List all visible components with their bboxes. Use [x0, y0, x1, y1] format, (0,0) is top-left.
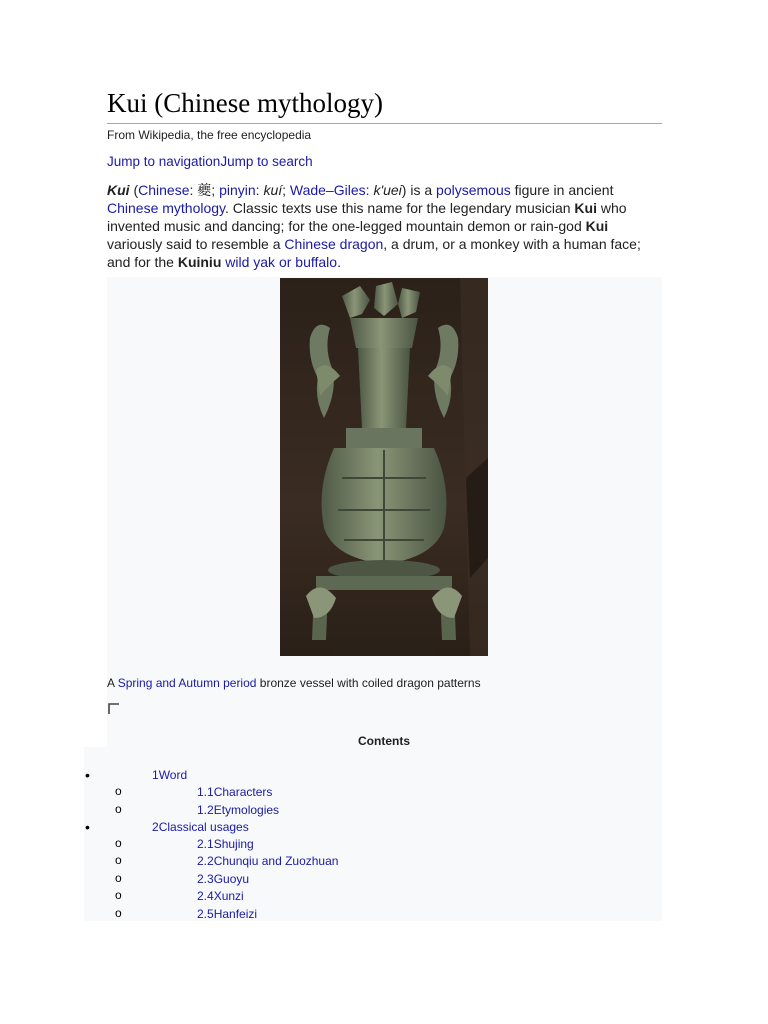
toc-item-number: 2.5 [197, 907, 214, 921]
hanzi-character: 夔 [197, 182, 212, 198]
kui-demon: Kui [585, 218, 609, 234]
toc-bullet-circle: o [115, 906, 122, 920]
toc-toggle-checkbox[interactable] [108, 703, 120, 715]
toc-item-number: 2 [152, 820, 159, 834]
toc-bullet-circle: o [115, 871, 122, 885]
toc-item-label: Chunqiu and Zuozhuan [213, 854, 339, 868]
toc-bullet-circle: o [115, 888, 122, 902]
polysemous-link[interactable]: polysemous [436, 182, 511, 198]
toc-item-number: 2.1 [197, 837, 214, 851]
toc-bullet-disc: • [85, 819, 90, 835]
toc-bullet-circle: o [115, 802, 122, 816]
toc-item[interactable] [152, 768, 187, 782]
lead-text: ) is a [401, 182, 437, 198]
pinyin-link[interactable]: pinyin [219, 182, 256, 198]
caption-text: A [107, 676, 118, 690]
page-title: Kui (Chinese mythology) [107, 88, 383, 118]
bronze-vessel-image[interactable] [280, 278, 488, 656]
chinese-dragon-link[interactable]: Chinese dragon [284, 236, 384, 252]
toc-item-label: Guoyu [213, 872, 250, 886]
toc-item-number: 2.2 [197, 854, 214, 868]
toc-item-number: 2.4 [197, 889, 214, 903]
wade-giles-link[interactable]: Wade–Giles [289, 182, 366, 198]
pinyin-value: kuí [263, 182, 283, 198]
toc-item-label: Word [158, 768, 188, 782]
lead-text: . Classic texts use this name for the legendary musician [225, 200, 575, 216]
toc-item[interactable] [197, 837, 254, 851]
wade-giles-value: k'uei [373, 182, 402, 198]
toc-item-label: Hanfeizi [213, 907, 258, 921]
toc-title: Contents [358, 734, 410, 748]
kui-musician: Kui [574, 200, 597, 216]
toc-bullet-circle: o [115, 784, 122, 798]
toc-item[interactable] [197, 785, 272, 799]
toc-item-label: Characters [213, 785, 273, 799]
toc-bullet-circle: o [115, 836, 122, 850]
jump-to-navigation-link[interactable]: Jump to navigation [107, 154, 221, 169]
toc-item[interactable] [197, 889, 244, 903]
toc-item-number: 1 [152, 768, 159, 782]
toc-item[interactable] [197, 907, 257, 921]
toc-item[interactable] [197, 803, 279, 817]
toc-item[interactable] [197, 854, 338, 868]
toc-item-label: Classical usages [158, 820, 249, 834]
toc-bullet-disc: • [85, 767, 90, 783]
chinese-mythology-link[interactable]: Chinese mythology [107, 200, 226, 216]
figure-caption [107, 676, 481, 690]
caption-text: bronze vessel with coiled dragon patterns [256, 676, 481, 690]
toc-item[interactable] [197, 872, 249, 886]
wild-yak-link[interactable]: wild yak or buffalo [225, 254, 338, 270]
jump-to-search-link[interactable]: Jump to search [220, 154, 313, 169]
jump-links [107, 154, 313, 169]
site-tagline: From Wikipedia, the free encyclopedia [107, 128, 312, 142]
lead-text: figure in ancient [510, 182, 614, 198]
toc-bullet-circle: o [115, 853, 122, 867]
title-divider [107, 123, 662, 124]
toc-item-number: 1.2 [197, 803, 214, 817]
toc-item[interactable] [152, 820, 249, 834]
chinese-link[interactable]: Chinese [138, 182, 190, 198]
lead-text: variously said to resemble a [107, 236, 285, 252]
lead-text: who invented music and dancing; for the one-legged mountain demon or rain-god [107, 200, 627, 234]
lead-text: , a drum, or a monkey with a human face; and for the [107, 236, 641, 270]
lead-paragraph: Kui (Chinese: 夔; pinyin: kuí; Wade–Giles: k'uei) is a polysemous figure in ancient Chinese mythology. Classic texts use this name for the legendary musician Kui who invented music and dancing; for the one-legged mountain demon or rain-god Kui variously said to resemble a Chinese dragon, a drum, or a monkey with a human face; and for the Kuiniu wild yak or buffalo. [107, 182, 641, 270]
lead-term: Kui [107, 182, 130, 198]
toc-item-label: Etymologies [213, 803, 280, 817]
toc-item-label: Shujing [213, 837, 254, 851]
toc-item-number: 1.1 [197, 785, 214, 799]
kuiniu-term: Kuiniu [177, 254, 222, 270]
toc-item-number: 2.3 [197, 872, 214, 886]
toc-item-label: Xunzi [213, 889, 244, 903]
spring-autumn-link[interactable]: Spring and Autumn period [117, 676, 257, 690]
